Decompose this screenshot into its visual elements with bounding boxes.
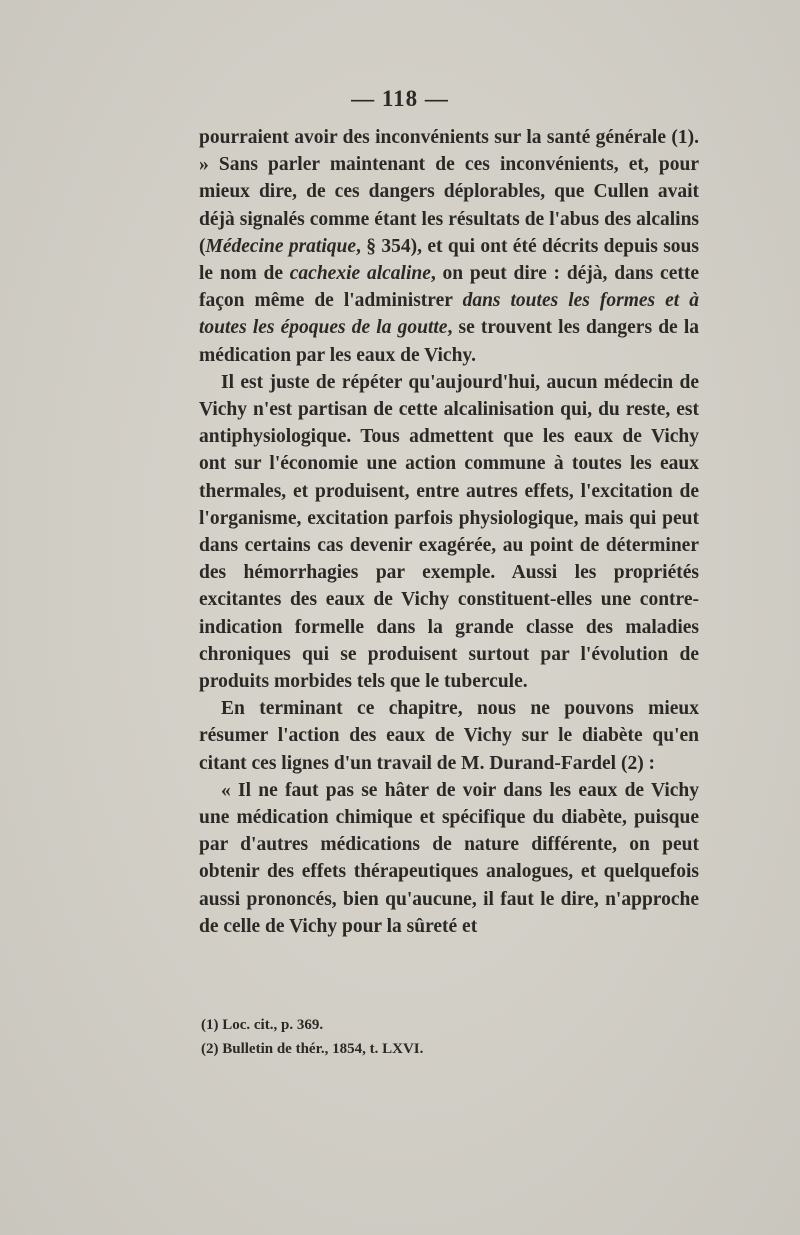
paragraph-4-quote: « Il ne faut pas se hâter de voir dans les eaux de Vichy une médication chimique et spécifique du diabète, puisque par d'autres médications de nature différente, on peut obtenir des effets thérapeutiques analogues, et quelquefois aussi prononcés, bien qu'aucune, il faut le dire, n'approche de celle de Vichy pour la sûreté et	[199, 779, 699, 937]
footnotes	[201, 1013, 701, 1061]
italic-term: cachexie alcaline	[289, 263, 431, 285]
paragraph-3: En terminant ce chapitre, nous ne pouvons mieux résumer l'action des eaux de Vichy sur le diabète qu'en citant ces lignes d'un travail de M. Durand-Fardel (2) :	[199, 698, 699, 774]
italic-phrase: dans toutes les formes et à toutes les époques de la goutte	[199, 290, 699, 339]
paragraph-1	[199, 124, 699, 369]
paragraph-1-text-a: pourraient avoir des inconvénients sur la santé générale (1). » Sans parler maintenant de ces inconvénients, et, pour mieux dire, de ces dangers déplorables, que Cullen avait déjà signalés comme étant les résultats de l'abus des alcalins (	[199, 127, 699, 257]
paragraph-2: Il est juste de répéter qu'aujourd'hui, aucun médecin de Vichy n'est partisan de cette alcalinisation qui, du reste, est antiphysiologique. Tous admettent que les eaux de Vichy ont sur l'économie une action commune à toutes les eaux thermales, et produisent, entre autres effets, l'excitation de l'organisme, excitation parfois physiologique, mais qui peut dans certains cas devenir exagérée, au point de déterminer des hémorrhagies par exemple. Aussi les propriétés excitantes des eaux de Vichy constituent-elles une contre-indication formelle dans la grande classe des maladies chroniques qui se produisent surtout par l'évolution de produits morbides tels que le tubercule.	[199, 371, 699, 693]
paragraph-1-text-d: , se trouvent les dangers de la médication par les eaux de Vichy.	[199, 317, 700, 366]
footnote-2: (2) Bulletin de thér., 1854, t. LXVI.	[201, 1041, 424, 1057]
paragraph-1-text-c: , on peut dire : déjà, dans cette façon même de l'administrer	[199, 263, 699, 312]
italic-reference: Médecine pratique	[205, 235, 357, 257]
page-number: — 118 —	[351, 86, 449, 111]
body-text	[199, 124, 699, 940]
footnote-1: (1) Loc. cit., p. 369.	[201, 1017, 324, 1033]
paragraph-1-text-b: , § 354), et qui ont été décrits depuis sous le nom de	[199, 235, 699, 285]
